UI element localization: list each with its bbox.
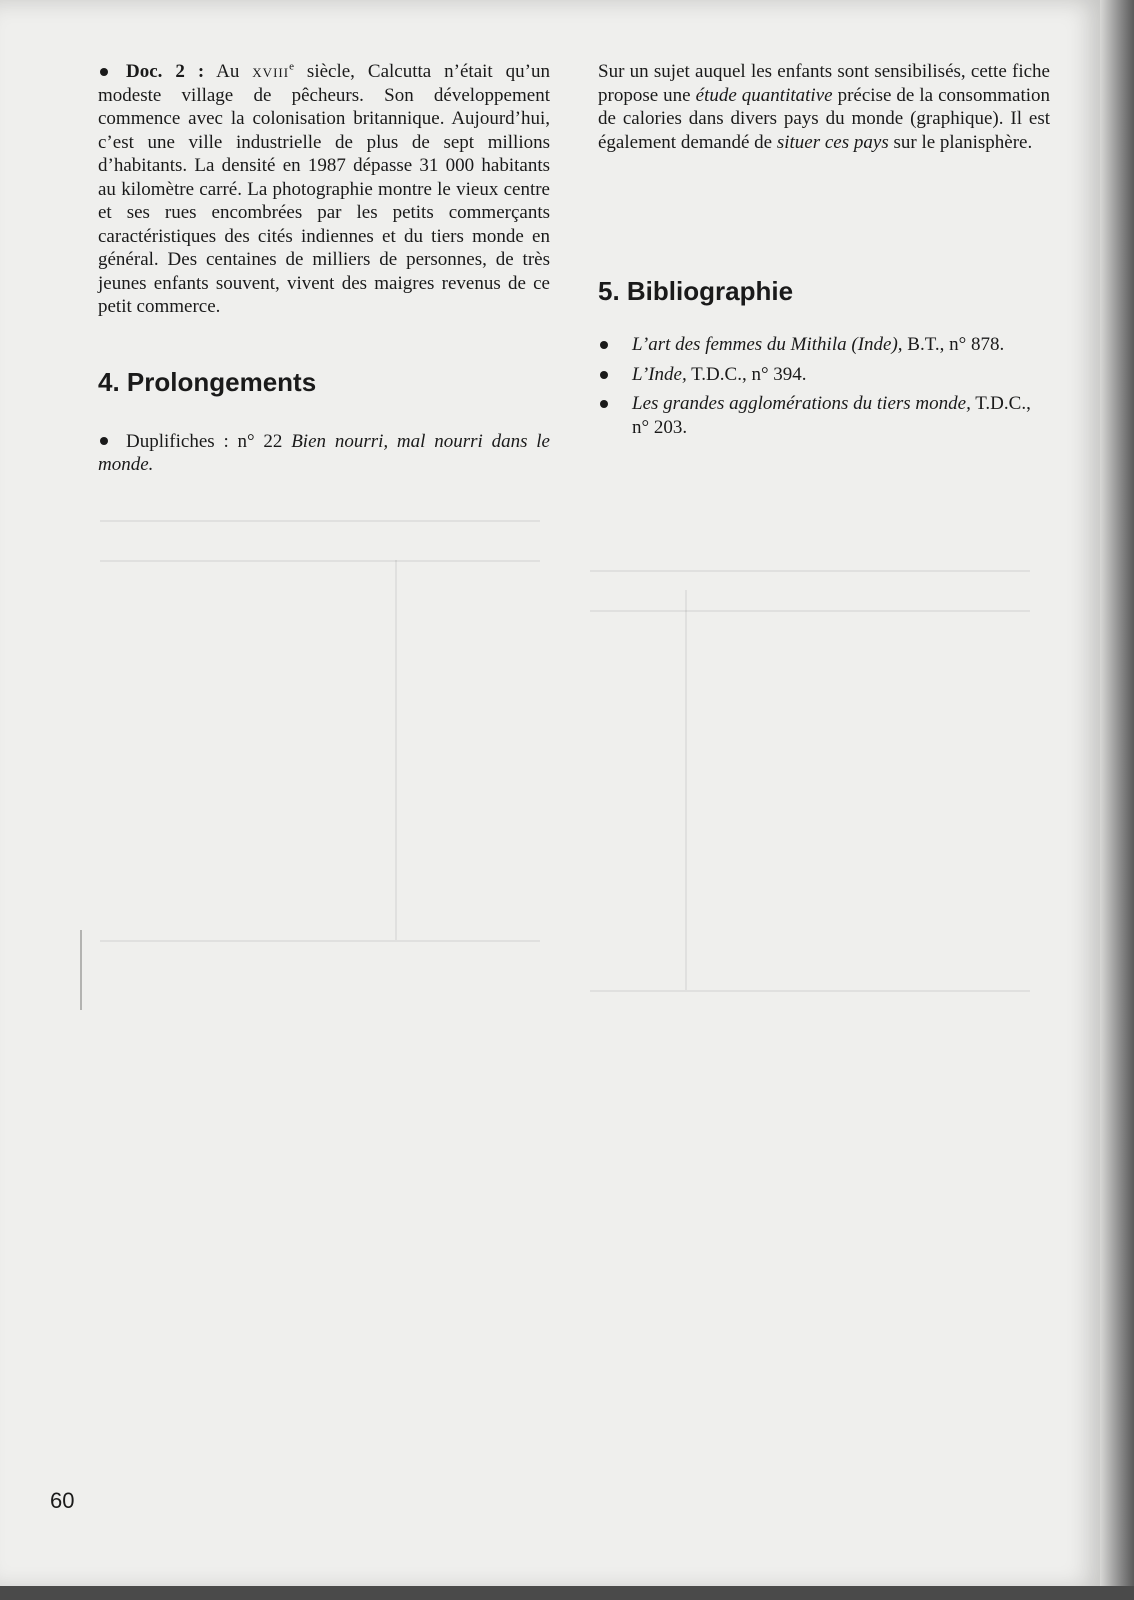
bullet-icon	[100, 68, 108, 76]
bullet-icon	[600, 400, 608, 408]
prolongements-item: Duplifiches : n° 22 Bien nourri, mal nourri dans le monde.	[98, 430, 550, 475]
bibliography-item: L’art des femmes du Mithila (Inde), B.T., n° 878.	[598, 333, 1050, 357]
century-numeral: xviii	[252, 61, 290, 82]
page-number: 60	[50, 1488, 75, 1513]
bullet-icon	[600, 371, 608, 379]
page-edge-shadow	[1100, 0, 1134, 1600]
bullet-icon	[600, 341, 608, 349]
right-column	[598, 60, 1050, 445]
doc2-label: Doc. 2 :	[126, 61, 205, 82]
bibliography-list	[598, 333, 1050, 439]
section-heading-bibliographie: 5. Bibliographie	[598, 276, 794, 306]
intro-paragraph: Sur un sujet auquel les enfants sont sensibilisés, cette fiche propose une étude quantitative précise de la consommation de calories dans divers pays du monde (graphique). Il est également demandé de situer ces pays sur le planisphère.	[598, 61, 1050, 153]
bibliography-item: L’Inde, T.D.C., n° 394.	[598, 363, 1050, 387]
bibliography-item: Les grandes agglomérations du tiers monde, T.D.C., n° 203.	[598, 392, 1050, 439]
doc2-paragraph: Doc. 2 : Au xviii$^e$ siècle, Calcutta n’était qu’un modeste village de pêcheurs. Son développement commence avec la colonisation britannique. Aujourd’hui, c’est une ville industrielle de plus de sept millions d’habitants. La densité en 1987 dépasse 31 000 habitants au kilomètre carré. La photographie montre le vieux centre et ses rues encombrées par les petits commerçants caractéristiques des cités indiennes et du tiers monde en général. Des centaines de milliers de personnes, de très jeunes enfants souvent, vivent des maigres revenus de ce petit commerce.	[98, 60, 550, 317]
section-heading-prolongements: 4. Prolongements	[98, 366, 317, 397]
scan-background-strip	[0, 1586, 1134, 1600]
left-column	[98, 60, 550, 477]
bullet-icon	[100, 437, 108, 445]
